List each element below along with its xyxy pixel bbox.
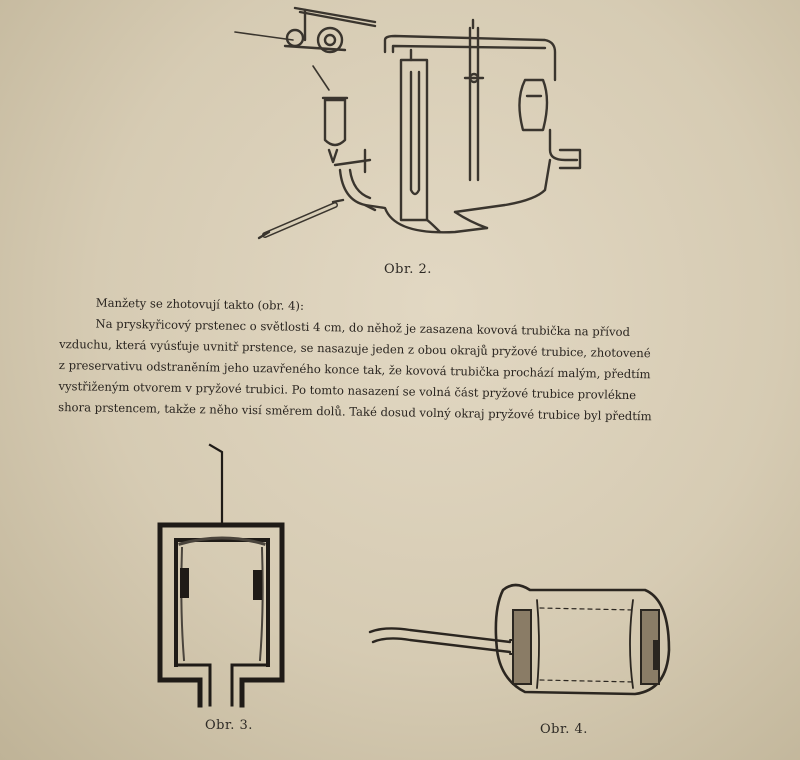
figure-2-apparatus-drawing: [225, 0, 595, 250]
text-line-3: z preservativu odstraněním jeho uzavřeného konce tak, že kovová trubička prochází malým, předtím: [58, 357, 651, 382]
body-text: [58, 292, 800, 430]
text-line-4: vystřiženým otvorem v pryžové trubici. Po tomto nasazení se volná část pryžové trubice provlékne: [58, 378, 637, 403]
figure-3-cross-section-drawing: [150, 440, 300, 715]
figure-4-caption: Obr. 4.: [540, 722, 588, 737]
text-line-2: vzduchu, která vyúsťuje uvnitř prstence, se nasazuje jeden z obou okrajů pryžové trubice, zhotovené: [59, 336, 651, 361]
figure-3-caption: Obr. 3.: [205, 718, 253, 733]
figure-2-caption: Obr. 2.: [384, 262, 432, 277]
section-heading: Manžety se zhotovují takto (obr. 4):: [95, 295, 305, 313]
figure-4-cuff-drawing: [365, 570, 685, 710]
text-line-5: shora prstencem, takže z něho visí směrem dolů. Také dosud volný okraj pryžové trubice byl předtím: [58, 399, 652, 424]
text-line-1: Na pryskyřicový prstenec o světlosti 4 cm, do něhož je zasazena kovová trubička na přívod: [95, 316, 631, 339]
